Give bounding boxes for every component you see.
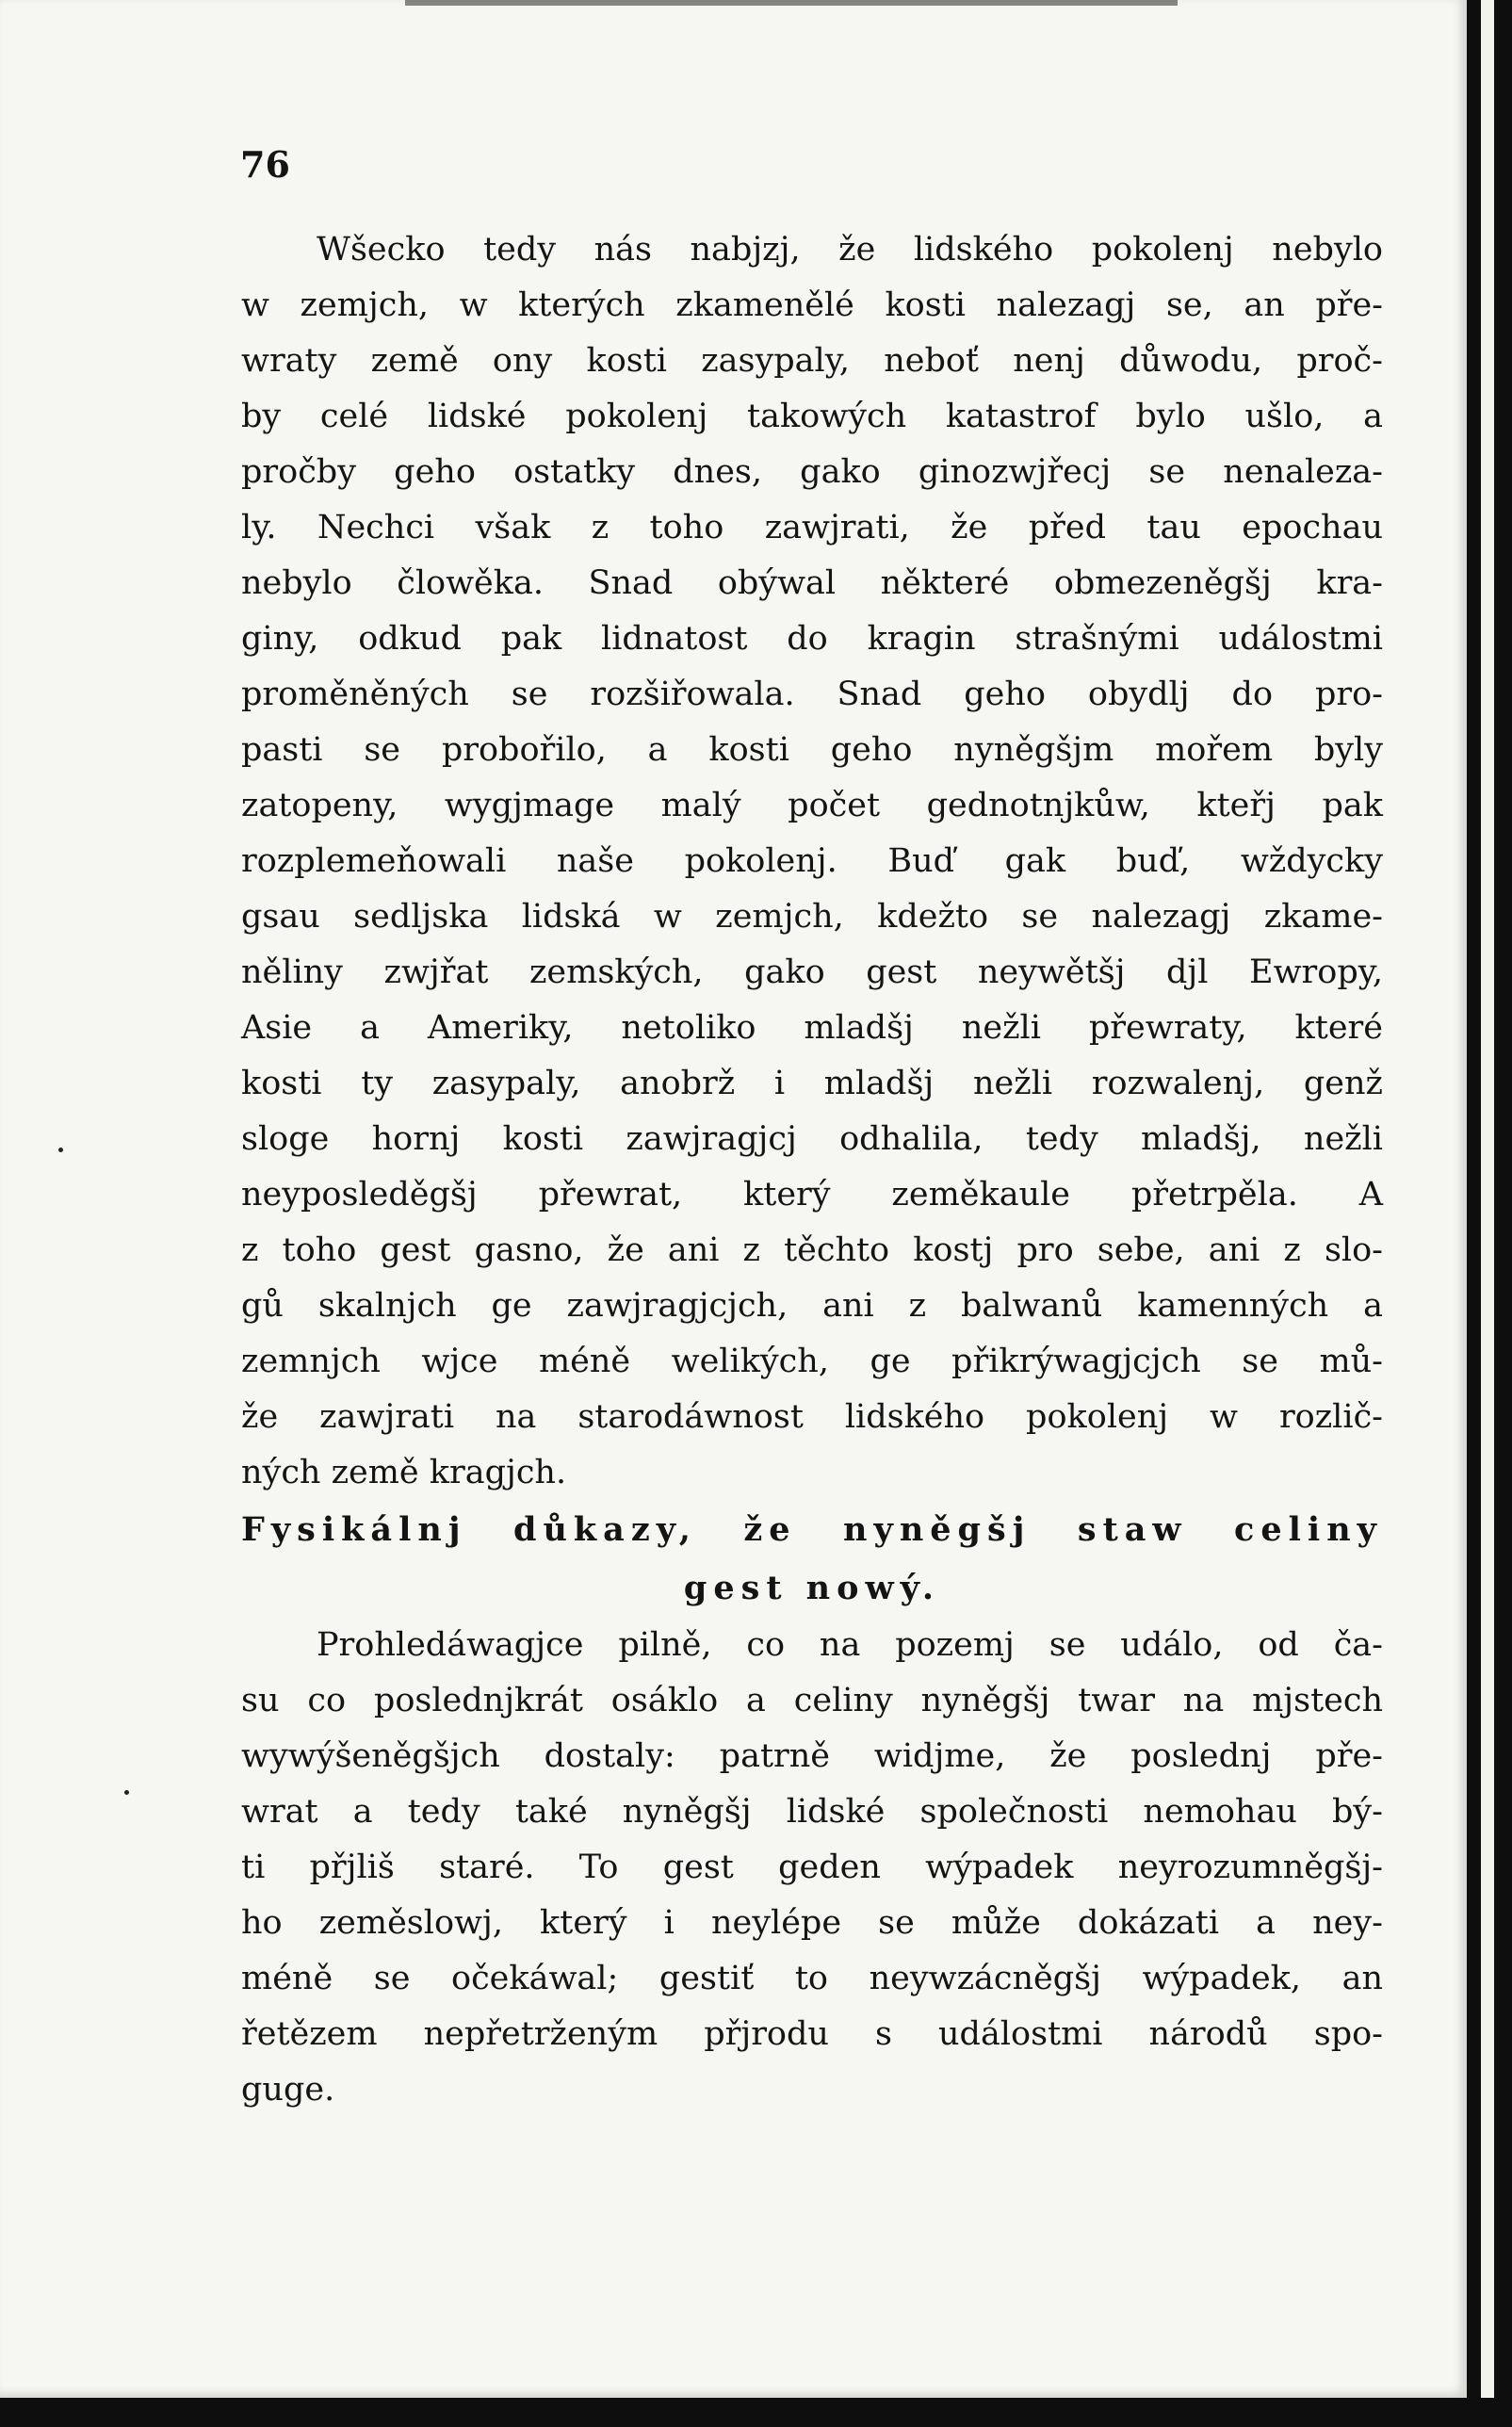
text-line: z toho gest gasno, že ani z těchto kostj pro sebe, ani z slo- bbox=[241, 1231, 1383, 1269]
margin-speck bbox=[124, 1790, 129, 1795]
text-line: wywýšeněgšjch dostaly: patrně widjme, že poslednj pře- bbox=[241, 1737, 1383, 1775]
text-line: kosti ty zasypaly, anobrž i mladšj nežli rozwalenj, genž bbox=[241, 1065, 1383, 1102]
text-line: sloge hornj kosti zawjragjcj odhalila, tedy mladšj, nežli bbox=[241, 1120, 1383, 1158]
text-line: giny, odkud pak lidnatost do kragin strašnými událostmi bbox=[241, 620, 1383, 658]
text-line: Prohledáwagjce pilně, co na pozemj se událo, od ča- bbox=[317, 1626, 1383, 1664]
text-block bbox=[241, 222, 1383, 2118]
text-line: zemnjch wjce méně welikých, ge přikrýwagjcjch se mů- bbox=[241, 1343, 1383, 1380]
text-line: neyposleděgšj přewrat, který zeměkaule přetrpěla. A bbox=[241, 1176, 1383, 1214]
page-number: 76 bbox=[240, 143, 290, 186]
section-heading bbox=[241, 1501, 1383, 1618]
text-line: pasti se probořilo, a kosti geho nyněgšjm mořem byly bbox=[241, 731, 1383, 769]
text-line: ných země kragjch. bbox=[241, 1454, 567, 1491]
text-line: něliny zwjřat zemských, gako gest neywětšj djl Ewropy, bbox=[241, 953, 1383, 991]
text-line: pročby geho ostatky dnes, gako ginozwjřecj se nenaleza- bbox=[241, 453, 1383, 491]
margin-speck bbox=[58, 1148, 63, 1152]
adjacent-page-edge bbox=[1481, 0, 1494, 2427]
text-line: su co poslednjkrát osáklo a celiny nyněgšj twar na mjstech bbox=[241, 1682, 1383, 1719]
paragraph-1 bbox=[241, 222, 1383, 1501]
text-line: gů skalnjch ge zawjragjcjch, ani z balwanů kamenných a bbox=[241, 1287, 1383, 1325]
top-edge-rule bbox=[405, 0, 1178, 6]
text-line: řetězem nepřetrženým přjrodu s událostmi národů spo- bbox=[241, 2015, 1383, 2053]
text-line: Asie a Ameriky, netoliko mladšj nežli přewraty, které bbox=[241, 1009, 1383, 1047]
heading-line: gest nowý. bbox=[683, 1569, 941, 1607]
text-line: wrat a tedy také nyněgšj lidské společnosti nemohau bý- bbox=[241, 1793, 1383, 1831]
text-line: wraty země ony kosti zasypaly, neboť nenj důwodu, proč- bbox=[241, 342, 1383, 380]
text-line: že zawjrati na starodáwnost lidského pokolenj w rozlič- bbox=[241, 1398, 1383, 1436]
text-line: méně se očekáwal; gestiť to neywzácněgšj wýpadek, an bbox=[241, 1960, 1383, 1997]
text-line: nebylo člowěka. Snad obýwal některé obmezeněgšj kra- bbox=[241, 564, 1383, 602]
text-line: zatopeny, wygjmage malý počet gednotnjkůw, kteřj pak bbox=[241, 787, 1383, 824]
text-line: ti přjliš staré. To gest geden wýpadek neyrozumněgšj- bbox=[241, 1849, 1383, 1886]
heading-line: Fysikálnj důkazy, že nyněgšj staw celiny bbox=[241, 1510, 1383, 1549]
paragraph-2 bbox=[241, 1618, 1383, 2118]
scan-border-bottom bbox=[0, 2398, 1512, 2427]
text-line: proměněných se rozšiřowala. Snad geho obydlj do pro- bbox=[241, 676, 1383, 713]
text-line: gsau sedljska lidská w zemjch, kdežto se nalezagj zkame- bbox=[241, 898, 1383, 936]
text-line: ly. Nechci však z toho zawjrati, že před tau epochau bbox=[241, 509, 1383, 546]
text-line: rozplemeňowali naše pokolenj. Buď gak buď, wždycky bbox=[241, 842, 1383, 880]
text-line: guge. bbox=[241, 2071, 335, 2109]
text-line: Wšecko tedy nás nabjzj, že lidského pokolenj nebylo bbox=[317, 231, 1383, 269]
text-line: by celé lidské pokolenj takowých katastrof bylo ušlo, a bbox=[241, 398, 1383, 435]
text-line: w zemjch, w kterých zkamenělé kosti nalezagj se, an pře- bbox=[241, 286, 1383, 324]
text-line: ho zeměslowj, který i neylépe se může dokázati a ney- bbox=[241, 1904, 1383, 1942]
